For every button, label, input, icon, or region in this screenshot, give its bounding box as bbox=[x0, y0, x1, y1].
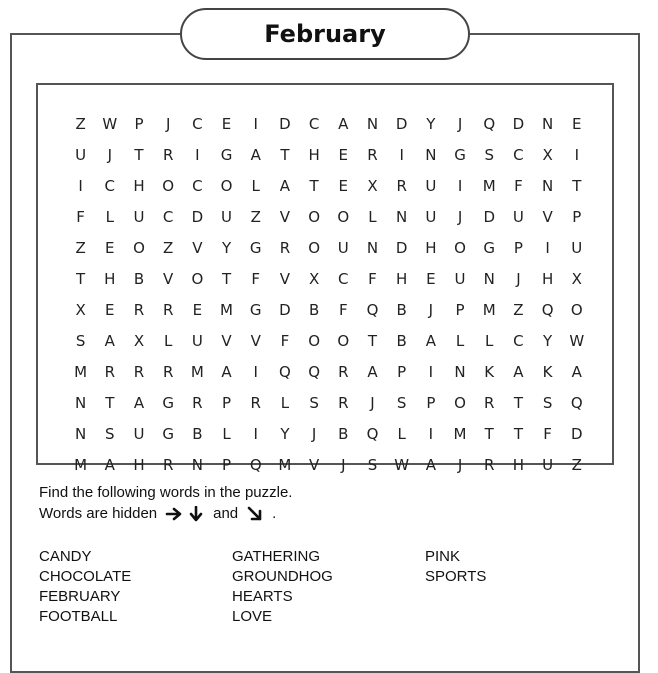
grid-letter: M bbox=[278, 456, 292, 474]
grid-letter: W bbox=[102, 115, 118, 133]
word-item: FEBRUARY bbox=[39, 588, 121, 605]
grid-letter: R bbox=[484, 394, 495, 412]
grid-letter: J bbox=[107, 146, 112, 164]
grid-letter: M bbox=[220, 301, 233, 319]
grid-letter: O bbox=[337, 332, 350, 350]
grid-letter: Q bbox=[541, 301, 554, 319]
grid-letter: I bbox=[253, 115, 258, 133]
grid-letter: M bbox=[74, 456, 88, 474]
grid-letter: V bbox=[163, 270, 174, 288]
grid-letter: D bbox=[483, 208, 495, 226]
grid-letter: C bbox=[192, 177, 203, 195]
grid-letter: A bbox=[279, 177, 291, 195]
word-item: HEARTS bbox=[232, 588, 293, 605]
word-item: FOOTBALL bbox=[39, 608, 118, 625]
grid-row bbox=[66, 202, 591, 233]
grid-letter: U bbox=[542, 456, 554, 474]
grid-letter: M bbox=[453, 425, 467, 443]
grid-row bbox=[66, 357, 591, 388]
grid-letter: S bbox=[105, 425, 115, 443]
grid-letter: A bbox=[513, 363, 524, 381]
grid-letter: M bbox=[482, 177, 496, 195]
grid-letter: R bbox=[367, 146, 378, 164]
grid-letter: Z bbox=[75, 115, 86, 133]
grid-letter: J bbox=[370, 394, 375, 412]
grid-letter: S bbox=[396, 394, 407, 412]
grid-letter: X bbox=[367, 177, 378, 195]
grid-row bbox=[66, 326, 591, 357]
grid-letter: N bbox=[483, 270, 495, 288]
grid-letter: U bbox=[571, 239, 583, 257]
grid-letter: Q bbox=[279, 363, 291, 381]
grid-letter: F bbox=[368, 270, 377, 288]
instruction-line-2 bbox=[39, 503, 292, 524]
grid-letter: S bbox=[75, 332, 86, 350]
word-item: CHOCOLATE bbox=[39, 568, 132, 585]
title-banner bbox=[180, 8, 470, 60]
grid-letter: P bbox=[426, 394, 436, 412]
grid-letter: L bbox=[455, 332, 465, 350]
grid-letter: R bbox=[133, 301, 145, 319]
grid-letter: T bbox=[367, 332, 378, 350]
grid-letter: S bbox=[309, 394, 319, 412]
grid-letter: N bbox=[366, 239, 379, 257]
grid-letter: I bbox=[428, 363, 434, 381]
word-list-column-1 bbox=[39, 547, 131, 627]
grid-letter: E bbox=[426, 270, 436, 288]
grid-letter: Q bbox=[570, 394, 583, 412]
grid-letter: I bbox=[399, 146, 404, 164]
grid-letter: C bbox=[308, 115, 320, 133]
instruction-prefix: Words are hidden bbox=[39, 505, 158, 522]
grid-letter: H bbox=[512, 456, 525, 474]
grid-letter: X bbox=[133, 332, 145, 350]
grid-letter: R bbox=[133, 363, 145, 381]
grid-letter: E bbox=[105, 301, 115, 319]
grid-letter: V bbox=[250, 332, 261, 350]
grid-letter: M bbox=[190, 363, 204, 381]
grid-letter: E bbox=[105, 239, 115, 257]
grid-letter: F bbox=[514, 177, 523, 195]
word-item: GATHERING bbox=[232, 548, 321, 565]
grid-letter: O bbox=[454, 239, 466, 257]
grid-letter: U bbox=[191, 332, 203, 350]
grid-letter: N bbox=[74, 425, 87, 443]
grid-letter: P bbox=[222, 394, 232, 412]
grid-letter: X bbox=[542, 146, 553, 164]
grid-letter: P bbox=[222, 456, 232, 474]
grid-letter: Q bbox=[366, 425, 379, 443]
grid-letter: M bbox=[482, 301, 496, 319]
grid-letter: U bbox=[512, 208, 524, 226]
grid-letter: M bbox=[74, 363, 88, 381]
grid-letter: N bbox=[541, 115, 554, 133]
grid-row bbox=[66, 419, 591, 450]
grid-letter: Q bbox=[308, 363, 320, 381]
grid-letter: O bbox=[337, 208, 350, 226]
grid-row bbox=[66, 388, 591, 419]
grid-letter: C bbox=[162, 208, 174, 226]
grid-letter: P bbox=[455, 301, 465, 319]
grid-letter: D bbox=[395, 115, 408, 133]
grid-letter: D bbox=[191, 208, 204, 226]
grid-letter: T bbox=[513, 394, 523, 412]
grid-letter: E bbox=[338, 177, 349, 195]
grid-letter: V bbox=[308, 456, 320, 474]
grid-letter: A bbox=[250, 146, 261, 164]
grid-letter: R bbox=[104, 363, 115, 381]
grid-letter: L bbox=[251, 177, 260, 195]
grid-letter: I bbox=[574, 146, 579, 164]
grid-letter: A bbox=[571, 363, 582, 381]
grid-letter: G bbox=[249, 301, 262, 319]
grid-letter: K bbox=[484, 363, 495, 381]
grid-row bbox=[66, 295, 591, 326]
grid-letter: J bbox=[165, 115, 171, 133]
grid-letter: D bbox=[279, 115, 291, 133]
grid-letter: U bbox=[337, 239, 349, 257]
grid-letter: O bbox=[162, 177, 175, 195]
grid-letter: U bbox=[75, 146, 87, 164]
grid-letter: E bbox=[338, 146, 349, 164]
grid-letter: R bbox=[338, 363, 349, 381]
instruction-period: . bbox=[272, 505, 277, 522]
grid-letter: E bbox=[221, 115, 232, 133]
grid-letter: G bbox=[220, 146, 233, 164]
grid-letter: O bbox=[308, 239, 320, 257]
grid-letter: H bbox=[425, 239, 437, 257]
grid-letter: O bbox=[308, 332, 320, 350]
grid-letter: A bbox=[367, 363, 378, 381]
grid-letter: A bbox=[133, 394, 145, 412]
instruction-line-1: Find the following words in the puzzle. bbox=[39, 484, 293, 501]
grid-letter: A bbox=[425, 332, 436, 350]
grid-letter: N bbox=[454, 363, 466, 381]
grid-letter: F bbox=[338, 301, 348, 319]
grid-letter: C bbox=[513, 332, 524, 350]
grid-letter: R bbox=[250, 394, 261, 412]
instructions bbox=[39, 482, 292, 524]
grid-letter: O bbox=[191, 270, 204, 288]
grid-letter: W bbox=[569, 332, 585, 350]
grid-letter: F bbox=[543, 425, 552, 443]
grid-letter: F bbox=[76, 208, 85, 226]
grid-letter: J bbox=[428, 301, 434, 319]
grid-letter: H bbox=[133, 177, 145, 195]
grid-letter: Y bbox=[221, 239, 232, 257]
grid-letter: S bbox=[542, 394, 553, 412]
grid-letter: V bbox=[192, 239, 203, 257]
grid-letter: V bbox=[542, 208, 553, 226]
grid-letter: U bbox=[425, 177, 437, 195]
grid-letter: E bbox=[572, 115, 582, 133]
grid-letter: B bbox=[396, 332, 407, 350]
grid-letter: T bbox=[76, 270, 86, 288]
grid-letter: L bbox=[485, 332, 494, 350]
grid-letter: X bbox=[571, 270, 582, 288]
grid-letter: J bbox=[516, 270, 521, 288]
grid-letter: Y bbox=[280, 425, 290, 443]
grid-letter: H bbox=[133, 456, 145, 474]
grid-letter: H bbox=[396, 270, 408, 288]
grid-letter: Z bbox=[250, 208, 261, 226]
grid-letter: P bbox=[572, 208, 582, 226]
grid-letter: U bbox=[221, 208, 233, 226]
word-item: SPORTS bbox=[425, 568, 487, 585]
grid-letter: N bbox=[191, 456, 203, 474]
grid-letter: G bbox=[162, 394, 174, 412]
word-list-column-3 bbox=[425, 547, 486, 587]
grid-letter: V bbox=[279, 208, 291, 226]
grid-letter: C bbox=[192, 115, 203, 133]
grid-letter: T bbox=[484, 425, 494, 443]
grid-letter: S bbox=[484, 146, 494, 164]
grid-letter: A bbox=[221, 363, 232, 381]
arrow-down-icon bbox=[187, 506, 205, 522]
grid-letter: G bbox=[162, 425, 174, 443]
grid-letter: R bbox=[338, 394, 349, 412]
grid-letter: L bbox=[368, 208, 377, 226]
grid-letter: U bbox=[454, 270, 466, 288]
arrow-down-right-icon bbox=[246, 506, 264, 522]
grid-row bbox=[66, 140, 591, 171]
grid-letter: I bbox=[457, 177, 463, 195]
grid-letter: A bbox=[104, 332, 115, 350]
grid-letter: O bbox=[220, 177, 233, 195]
grid-letter: B bbox=[396, 301, 407, 319]
grid-letter: N bbox=[366, 115, 379, 133]
grid-letter: Z bbox=[571, 456, 582, 474]
word-list-column-2 bbox=[232, 547, 333, 627]
grid-letter: T bbox=[105, 394, 115, 412]
word-item: LOVE bbox=[232, 608, 273, 625]
arrow-right-icon bbox=[165, 506, 183, 522]
grid-letter: R bbox=[162, 363, 174, 381]
grid-letter: V bbox=[221, 332, 232, 350]
grid-letter: Z bbox=[163, 239, 174, 257]
grid-letter: T bbox=[221, 270, 232, 288]
grid-letter: D bbox=[571, 425, 583, 443]
grid-letter: P bbox=[513, 239, 523, 257]
grid-letter: R bbox=[192, 394, 203, 412]
grid-letter: T bbox=[280, 146, 290, 164]
grid-letter: G bbox=[249, 239, 262, 257]
grid-letter: W bbox=[394, 456, 410, 474]
grid-letter: H bbox=[308, 146, 320, 164]
grid-letter: F bbox=[251, 270, 261, 288]
grid-row bbox=[66, 264, 591, 295]
grid-letter: B bbox=[338, 425, 349, 443]
grid-letter: P bbox=[397, 363, 407, 381]
grid-letter: B bbox=[133, 270, 145, 288]
grid-letter: R bbox=[279, 239, 291, 257]
grid-letter: Y bbox=[426, 115, 436, 133]
grid-letter: I bbox=[253, 363, 258, 381]
word-item: PINK bbox=[425, 548, 461, 565]
grid-letter: L bbox=[397, 425, 406, 443]
grid-row bbox=[66, 450, 591, 481]
grid-letter: U bbox=[425, 208, 437, 226]
letter-grid bbox=[66, 109, 591, 481]
grid-letter: A bbox=[338, 115, 349, 133]
grid-letter: H bbox=[541, 270, 554, 288]
grid-letter: B bbox=[308, 301, 320, 319]
grid-letter: N bbox=[425, 146, 437, 164]
grid-letter: T bbox=[513, 425, 523, 443]
grid-letter: T bbox=[134, 146, 144, 164]
grid-letter: O bbox=[570, 301, 583, 319]
grid-letter: O bbox=[454, 394, 466, 412]
grid-letter: B bbox=[192, 425, 203, 443]
grid-letter: R bbox=[162, 456, 174, 474]
grid-letter: J bbox=[457, 115, 463, 133]
grid-letter: A bbox=[104, 456, 115, 474]
grid-row bbox=[66, 171, 591, 202]
grid-letter: R bbox=[162, 301, 174, 319]
grid-letter: I bbox=[78, 177, 83, 195]
grid-letter: Q bbox=[483, 115, 496, 133]
grid-letter: H bbox=[104, 270, 116, 288]
grid-letter: L bbox=[105, 208, 114, 226]
grid-letter: J bbox=[457, 456, 463, 474]
grid-letter: U bbox=[133, 425, 145, 443]
grid-letter: N bbox=[74, 394, 87, 412]
grid-letter: I bbox=[195, 146, 200, 164]
grid-letter: T bbox=[572, 177, 582, 195]
grid-letter: Q bbox=[366, 301, 379, 319]
grid-letter: R bbox=[484, 456, 495, 474]
grid-letter: L bbox=[222, 425, 231, 443]
grid-letter: I bbox=[253, 425, 258, 443]
grid-letter: P bbox=[134, 115, 144, 133]
grid-letter: U bbox=[133, 208, 145, 226]
grid-letter: D bbox=[512, 115, 525, 133]
grid-letter: N bbox=[541, 177, 554, 195]
grid-letter: Z bbox=[75, 239, 86, 257]
grid-letter: A bbox=[425, 456, 436, 474]
instruction-and: and bbox=[213, 505, 239, 522]
grid-letter: X bbox=[308, 270, 320, 288]
grid-letter: Q bbox=[249, 456, 262, 474]
word-item: GROUNDHOG bbox=[232, 568, 333, 585]
grid-letter: S bbox=[367, 456, 378, 474]
grid-letter: X bbox=[75, 301, 86, 319]
page-title: February bbox=[264, 20, 386, 48]
grid-letter: G bbox=[454, 146, 466, 164]
grid-letter: D bbox=[279, 301, 291, 319]
grid-letter: C bbox=[513, 146, 524, 164]
grid-letter: R bbox=[162, 146, 174, 164]
grid-row bbox=[66, 109, 591, 140]
grid-letter: N bbox=[396, 208, 408, 226]
grid-letter: O bbox=[133, 239, 145, 257]
grid-letter: K bbox=[542, 363, 553, 381]
grid-letter: V bbox=[279, 270, 291, 288]
grid-letter: C bbox=[104, 177, 116, 195]
grid-letter: I bbox=[428, 425, 434, 443]
grid-letter: L bbox=[163, 332, 173, 350]
grid-letter: E bbox=[192, 301, 203, 319]
grid-letter: F bbox=[280, 332, 290, 350]
grid-letter: R bbox=[396, 177, 407, 195]
grid-letter: L bbox=[280, 394, 290, 412]
grid-letter: Y bbox=[543, 332, 553, 350]
grid-letter: G bbox=[483, 239, 496, 257]
grid-letter: C bbox=[338, 270, 349, 288]
grid-letter: T bbox=[309, 177, 319, 195]
grid-letter: J bbox=[341, 456, 346, 474]
grid-letter: J bbox=[457, 208, 463, 226]
grid-letter: Z bbox=[513, 301, 524, 319]
grid-letter: D bbox=[395, 239, 408, 257]
grid-row bbox=[66, 233, 591, 264]
grid-letter: J bbox=[311, 425, 317, 443]
word-item: CANDY bbox=[39, 548, 92, 565]
grid-letter: O bbox=[308, 208, 320, 226]
grid-letter: I bbox=[545, 239, 550, 257]
